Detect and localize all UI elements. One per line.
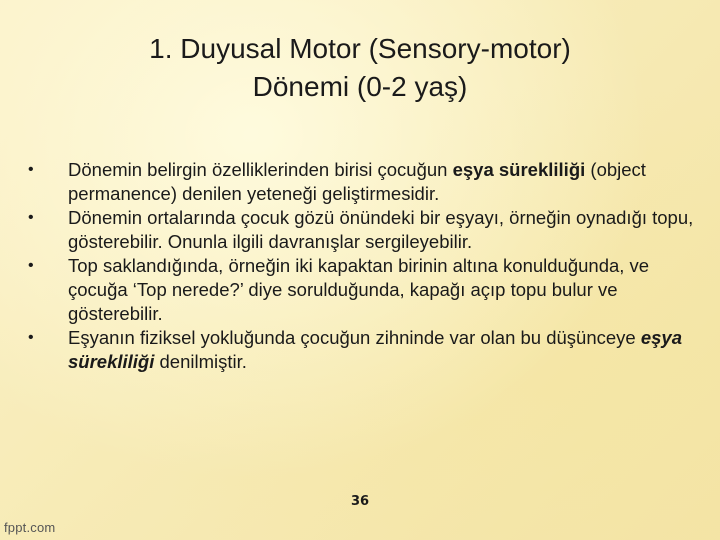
page-number: 36	[350, 494, 370, 509]
bullet-4-emphasis: eşya sürekliliği	[68, 327, 682, 372]
bullet-item-1	[24, 158, 700, 206]
bullet-dot-icon: •	[28, 329, 34, 346]
watermark: fppt.com	[4, 520, 56, 535]
bullet-1-text-start: Dönemin belirgin özelliklerinden birisi çocuğun	[68, 159, 453, 180]
bullet-list	[24, 158, 700, 374]
slide-title	[40, 30, 680, 106]
bullet-4-text-end: denilmiştir.	[154, 351, 247, 372]
bullet-dot-icon: •	[28, 257, 34, 274]
bullet-4-text-start: Eşyanın fiziksel yokluğunda çocuğun zihninde var olan bu düşünceye	[68, 327, 641, 348]
bullet-item-4	[24, 326, 700, 374]
bullet-1-emphasis: eşya sürekliliği	[452, 159, 586, 180]
bullet-dot-icon: •	[28, 209, 34, 226]
bullet-2-text: Dönemin ortalarında çocuk gözü önündeki bir eşyayı, örneğin oynadığı topu, gösterebilir. Onunla ilgili davranışlar sergileyebilir.	[68, 207, 694, 252]
bullet-dot-icon: •	[28, 161, 34, 178]
title-line-2: Dönemi (0-2 yaş)	[252, 71, 468, 102]
bullet-item-3	[24, 254, 700, 326]
bullet-3-text: Top saklandığında, örneğin iki kapaktan birinin altına konulduğunda, ve çocuğa ‘Top nerede?’ diye sorulduğunda, kapağı açıp topu bulur ve gösterebilir.	[68, 255, 650, 324]
bullet-item-2	[24, 206, 700, 254]
title-line-1: 1. Duyusal Motor (Sensory-motor)	[149, 33, 571, 64]
bullet-1-text-end: (object permanence) denilen yeteneği geliştirmesidir.	[68, 159, 646, 204]
